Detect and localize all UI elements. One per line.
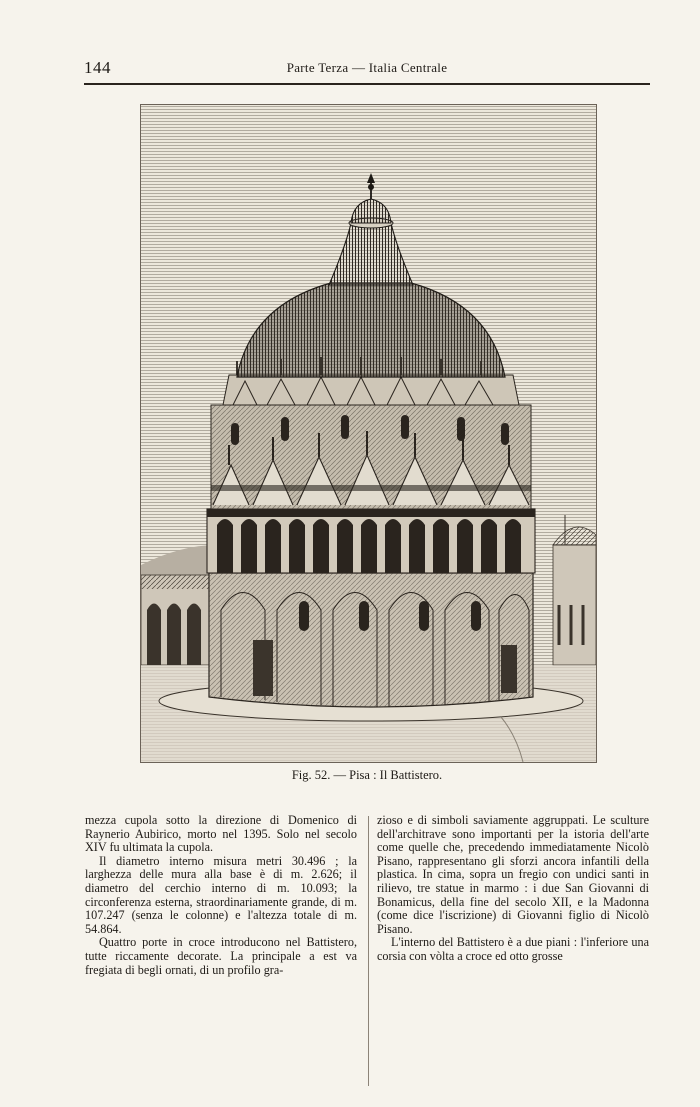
baptistery-door-left bbox=[253, 640, 273, 696]
text-column-left bbox=[85, 814, 357, 977]
left-cloister bbox=[141, 575, 213, 665]
baptistery-door-right bbox=[501, 645, 517, 693]
baptistery-engraving bbox=[140, 104, 597, 763]
cathedral-fragment bbox=[553, 515, 596, 665]
paragraph: L'interno del Battistero è a due piani : l'inferiore una corsia con vòlta a croce ed otto grosse bbox=[377, 935, 649, 963]
column-divider bbox=[368, 816, 369, 1086]
lower-drum bbox=[209, 573, 533, 707]
text-column-right bbox=[377, 814, 649, 964]
page-number: 144 bbox=[84, 58, 111, 77]
paragraph: Quattro porte in croce introducono nel Battistero, tutte riccamente decorate. La principale a est va fregiata di begli ornati, di un profilo gra- bbox=[85, 935, 357, 977]
upper-loggia bbox=[207, 509, 535, 573]
gables-band bbox=[211, 405, 531, 509]
header-rule bbox=[84, 83, 650, 85]
page-header bbox=[84, 58, 650, 82]
body-text bbox=[85, 814, 652, 1094]
paragraph: zioso e di simboli saviamente aggruppati. Le sculture dell'architrave sono importanti per la istoria dell'arte come quelle che, precedendo immediatamente Nicolò Pisano, rappresentano gli sforzi ancora infantili della plastica. In cima, sopra un fregio con undici santi in rilievo, tre statue in marmo : i due San Giovanni di Bonamicus, della fine del secolo XII, e la Madonna (come dice l'iscrizione) di Giovanni figlio di Nicolò Pisano. bbox=[377, 813, 649, 936]
paragraph: Il diametro interno misura metri 30.496 ; la larghezza delle mura alla base è di m. 2.626; il diametro del cerchio interno di m. 10.093; la circonferenza esterna, straordinariamente grande, di m. 107.247 (senza le colonne) e l'altezza totale di m. 54.864. bbox=[85, 853, 357, 936]
figure-caption: Fig. 52. — Pisa : Il Battistero. bbox=[291, 768, 443, 782]
running-title: Parte Terza — Italia Centrale bbox=[286, 60, 448, 75]
paragraph: mezza cupola sotto la direzione di Domenico di Raynerio Aubirico, morto nel 1395. Solo nel secolo XIV fu ultimata la cupola. bbox=[85, 813, 357, 855]
